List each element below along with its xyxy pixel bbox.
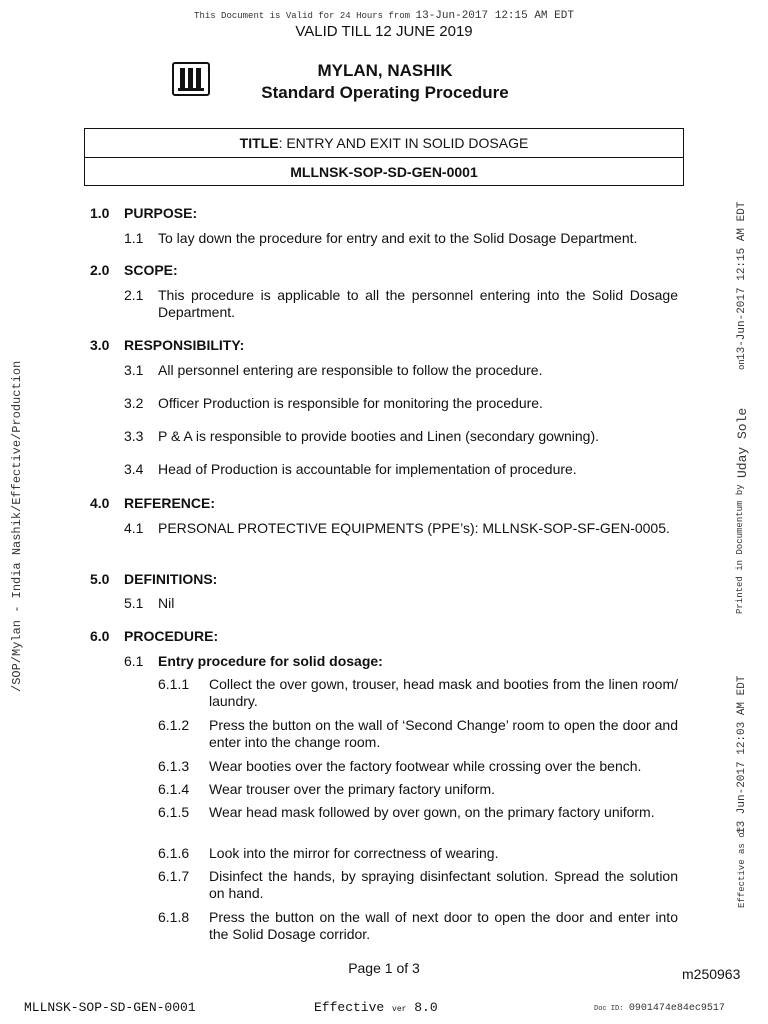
step-text: Press the button on the wall of ‘Second Change’ room to open the door and enter into the change room. xyxy=(209,717,678,750)
printed-by-label: Printed in Documentum by xyxy=(735,484,745,614)
item-number: 3.3 xyxy=(124,428,144,444)
version-value: 8.0 xyxy=(414,1000,438,1015)
section-number: 4.0 xyxy=(90,495,110,511)
section-heading-responsibility: RESPONSIBILITY: xyxy=(124,337,245,353)
section-heading-reference: REFERENCE: xyxy=(124,495,216,511)
effective-label: Effective as of xyxy=(737,826,747,908)
left-margin-path: /SOP/Mylan - India Nashik/Effective/Production xyxy=(10,360,24,692)
item-text: To lay down the procedure for entry and exit to the Solid Dosage Department. xyxy=(158,230,638,246)
item-number: 3.4 xyxy=(124,461,144,477)
item-text: PERSONAL PROTECTIVE EQUIPMENTS (PPE’s): MLLNSK-SOP-SF-GEN-0005. xyxy=(158,520,670,536)
title-row xyxy=(85,129,683,157)
item-number: 2.1 xyxy=(124,287,144,303)
printed-on-label: on xyxy=(737,359,747,370)
step-text: Look into the mirror for correctness of wearing. xyxy=(209,845,499,861)
title-box xyxy=(84,128,684,186)
section-number: 6.0 xyxy=(90,628,110,644)
step-number: 6.1.7 xyxy=(158,868,190,884)
item-number: 3.1 xyxy=(124,362,144,378)
valid-till: VALID TILL 12 JUNE 2019 xyxy=(295,23,473,40)
item-text: Officer Production is responsible for monitoring the procedure. xyxy=(158,395,543,411)
item-number: 4.1 xyxy=(124,520,144,536)
document-code: m250963 xyxy=(682,966,741,982)
step-text: Wear booties over the factory footwear while crossing over the bench. xyxy=(209,758,642,774)
step-text: Press the button on the wall of next door to open the door and enter into the Solid Dosage corridor. xyxy=(209,909,678,942)
document-type: Standard Operating Procedure xyxy=(261,83,509,102)
step-number: 6.1.1 xyxy=(158,676,190,692)
item-number: 1.1 xyxy=(124,230,144,246)
footer-doc-number: MLLNSK-SOP-SD-GEN-0001 xyxy=(24,1000,196,1015)
step-number: 6.1.3 xyxy=(158,758,190,774)
section-heading-purpose: PURPOSE: xyxy=(124,205,198,221)
item-text: Head of Production is accountable for implementation of procedure. xyxy=(158,461,577,477)
item-text: P & A is responsible to provide booties and Linen (secondary gowning). xyxy=(158,428,600,444)
printed-on-datetime: 13-Jun-2017 12:15 AM EDT xyxy=(736,201,748,360)
page-number: Page 1 of 3 xyxy=(348,960,420,976)
company-name: MYLAN, NASHIK xyxy=(317,61,453,80)
company-header xyxy=(240,60,530,104)
step-number: 6.1.4 xyxy=(158,781,190,797)
step-text: Collect the over gown, trouser, head mask and booties from the linen room/ laundry. xyxy=(209,676,678,709)
footer-status xyxy=(314,1000,438,1015)
title-label: TITLE xyxy=(239,135,279,151)
item-text: Nil xyxy=(158,595,175,611)
section-number: 2.0 xyxy=(90,262,110,278)
step-text: Wear trouser over the primary factory uniform. xyxy=(209,781,496,797)
validity-prefix: This Document is Valid for 24 Hours from xyxy=(194,11,411,21)
title-text: : ENTRY AND EXIT IN SOLID DOSAGE xyxy=(278,135,529,151)
doc-number-row: MLLNSK-SOP-SD-GEN-0001 xyxy=(85,157,683,186)
step-number: 6.1.6 xyxy=(158,845,190,861)
step-number: 6.1.5 xyxy=(158,804,190,820)
mylan-logo-icon xyxy=(172,62,210,96)
version-label: ver xyxy=(392,1005,407,1014)
subsection-heading: Entry procedure for solid dosage: xyxy=(158,653,383,669)
validity-notice xyxy=(0,10,768,22)
effective-datetime: 13 Jun-2017 12:03 AM EDT xyxy=(736,675,748,834)
validity-datetime: 13-Jun-2017 12:15 AM EDT xyxy=(415,10,574,22)
section-heading-procedure: PROCEDURE: xyxy=(124,628,219,644)
subsection-number: 6.1 xyxy=(124,653,144,669)
printed-by-name: Uday Sole xyxy=(735,407,750,478)
doc-id-label: Doc ID: xyxy=(594,1005,624,1013)
step-text: Disinfect the hands, by spraying disinfectant solution. Spread the solution on hand. xyxy=(209,868,678,901)
section-number: 3.0 xyxy=(90,337,110,353)
footer-doc-id xyxy=(594,1003,725,1014)
section-heading-definitions: DEFINITIONS: xyxy=(124,571,218,587)
item-text: All personnel entering are responsible to follow the procedure. xyxy=(158,362,543,378)
section-number: 1.0 xyxy=(90,205,110,221)
step-number: 6.1.8 xyxy=(158,909,190,925)
item-number: 5.1 xyxy=(124,595,144,611)
section-heading-scope: SCOPE: xyxy=(124,262,178,278)
section-number: 5.0 xyxy=(90,571,110,587)
doc-id-value: 0901474e84ec9517 xyxy=(628,1003,725,1014)
status-text: Effective xyxy=(314,1000,385,1015)
step-number: 6.1.2 xyxy=(158,717,190,733)
item-text: This procedure is applicable to all the personnel entering into the Solid Dosage Department. xyxy=(158,287,678,320)
item-number: 3.2 xyxy=(124,395,144,411)
step-text: Wear head mask followed by over gown, on the primary factory uniform. xyxy=(209,804,655,820)
